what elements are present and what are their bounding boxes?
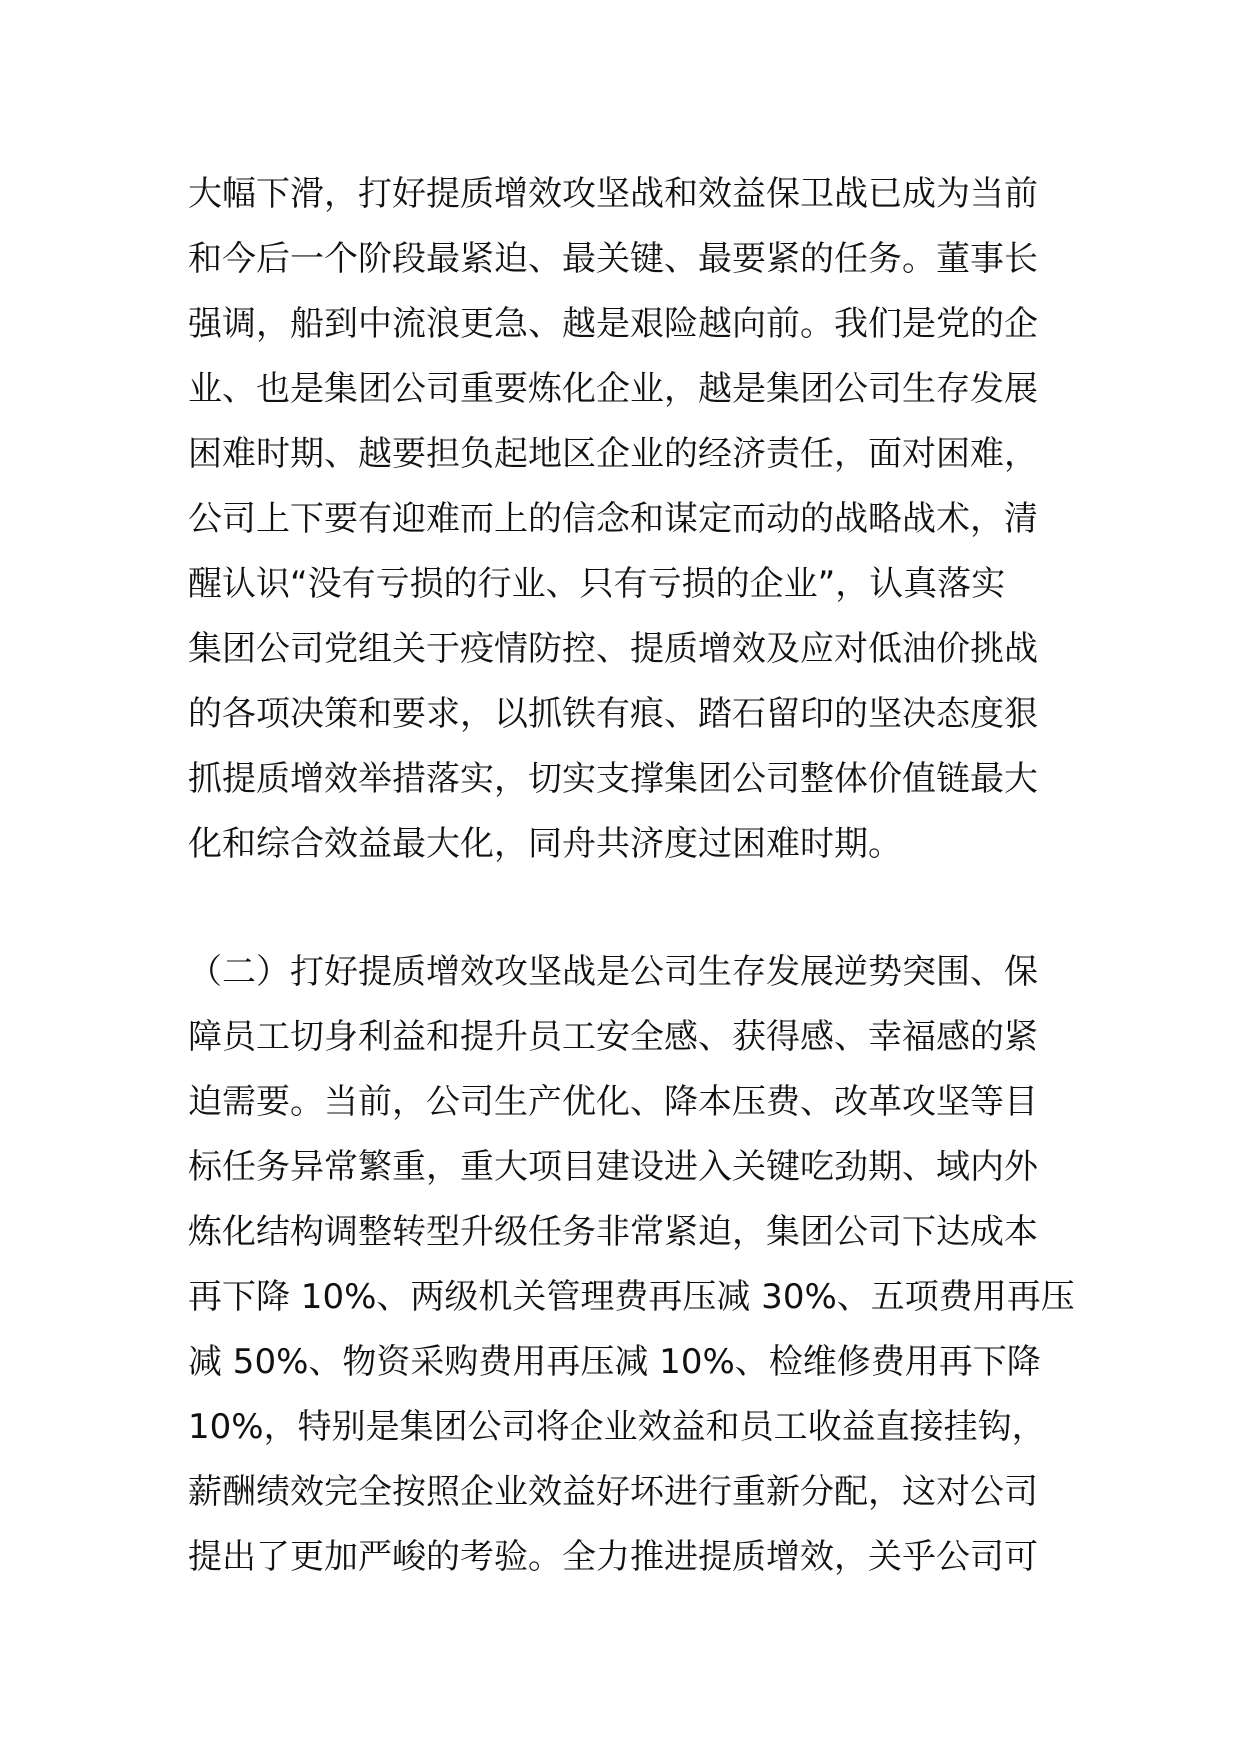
text-line: （二）打好提质增效攻坚战是公司生存发展逆势突围、保 [188, 952, 1038, 992]
text-line: 强调，船到中流浪更急、越是艰险越向前。我们是党的企 [188, 304, 1038, 344]
text-line: 业、也是集团公司重要炼化企业，越是集团公司生存发展 [188, 369, 1038, 409]
text-line: 薪酬绩效完全按照企业效益好坏进行重新分配，这对公司 [188, 1472, 1038, 1512]
text-line: 抓提质增效举措落实，切实支撑集团公司整体价值链最大 [188, 759, 1038, 799]
text-line: 公司上下要有迎难而上的信念和谋定而动的战略战术，清 [188, 499, 1038, 539]
text-line: 迫需要。当前，公司生产优化、降本压费、改革攻坚等目 [188, 1082, 1038, 1122]
text-line: 炼化结构调整转型升级任务非常紧迫，集团公司下达成本 [188, 1212, 1038, 1252]
text-line: 化和综合效益最大化，同舟共济度过困难时期。 [188, 824, 902, 864]
text-line: 再下降 10%、两级机关管理费再压减 30%、五项费用再压 [188, 1277, 1075, 1317]
text-line: 醒认识“没有亏损的行业、只有亏损的企业”，认真落实 [188, 564, 1006, 604]
paragraph-2 [188, 940, 1075, 1590]
text-line: 的各项决策和要求，以抓铁有痕、踏石留印的坚决态度狠 [188, 694, 1038, 734]
paragraph-1 [188, 162, 1058, 877]
text-line: 减 50%、物资采购费用再压减 10%、检维修费用再下降 [188, 1342, 1041, 1382]
text-line: 和今后一个阶段最紧迫、最关键、最要紧的任务。董事长 [188, 239, 1038, 279]
text-line: 集团公司党组关于疫情防控、提质增效及应对低油价挑战 [188, 629, 1038, 669]
text-line: 提出了更加严峻的考验。全力推进提质增效，关乎公司可 [188, 1537, 1038, 1577]
text-line: 大幅下滑，打好提质增效攻坚战和效益保卫战已成为当前 [188, 174, 1038, 214]
text-line: 障员工切身利益和提升员工安全感、获得感、幸福感的紧 [188, 1017, 1038, 1057]
text-line: 标任务异常繁重，重大项目建设进入关键吃劲期、域内外 [188, 1147, 1038, 1187]
text-line: 困难时期、越要担负起地区企业的经济责任，面对困难， [188, 434, 1038, 474]
text-line: 10%，特别是集团公司将企业效益和员工收益直接挂钩， [188, 1407, 1046, 1447]
